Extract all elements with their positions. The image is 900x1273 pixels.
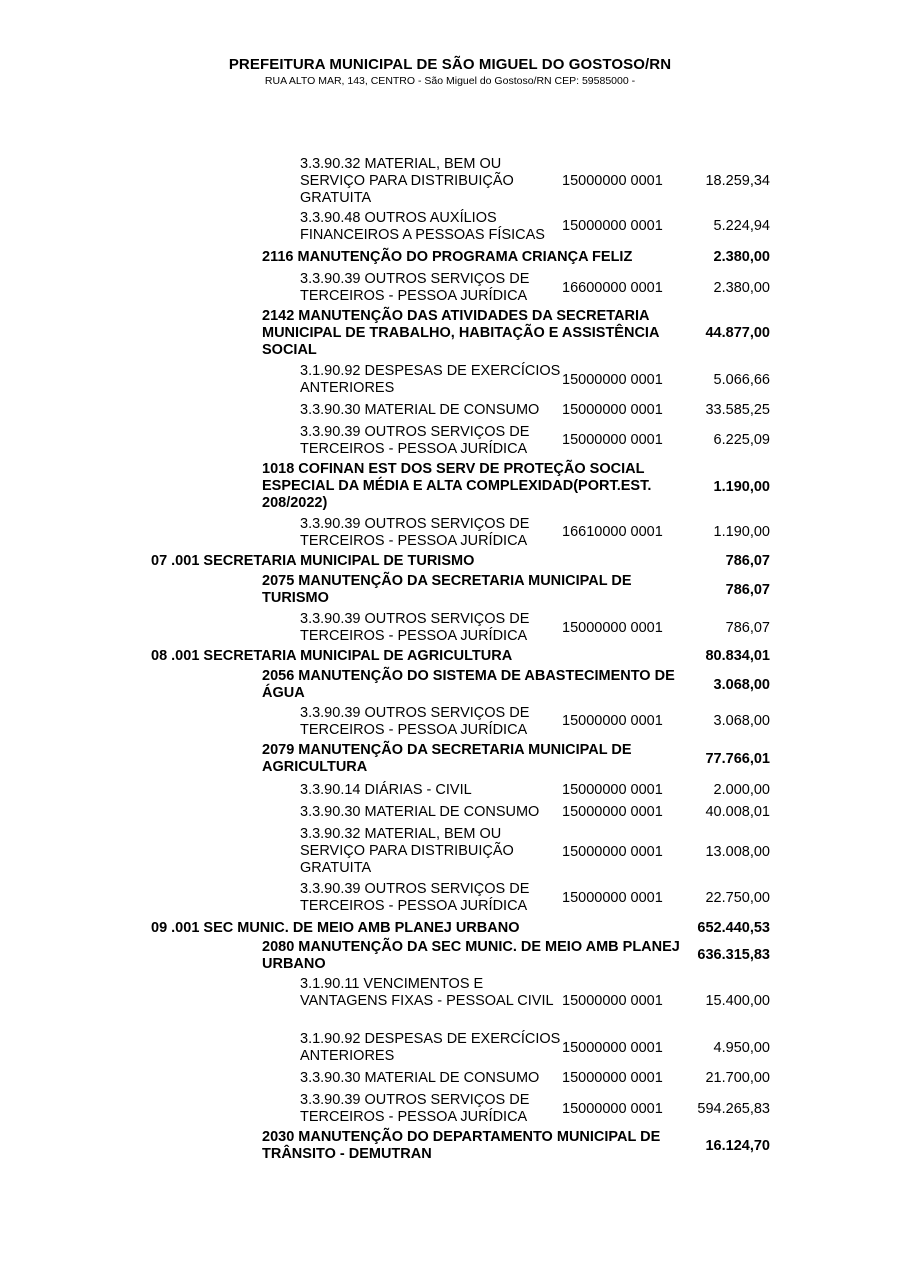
row-amount: 786,07 [725,553,770,569]
row-source: 15000000 0001 [562,844,663,860]
budget-row [0,976,900,1027]
row-source: 15000000 0001 [562,804,663,820]
row-amount: 3.068,00 [713,713,770,729]
budget-row [0,742,900,776]
row-description: 3.3.90.30 MATERIAL DE CONSUMO [300,402,540,418]
row-description: 2030 MANUTENÇÃO DO DEPARTAMENTO MUNICIPAL DE TRÂNSITO - DEMUTRAN [262,1129,661,1162]
row-amount: 21.700,00 [705,1070,770,1086]
row-description: 1018 COFINAN EST DOS SERV DE PROTEÇÃO SOCIAL ESPECIAL DA MÉDIA E ALTA COMPLEXIDAD(PORT.EST. 208/2022) [262,461,652,511]
row-amount: 2.380,00 [713,280,770,296]
budget-row [0,210,900,244]
row-description: 3.1.90.92 DESPESAS DE EXERCÍCIOS ANTERIORES [300,1031,561,1064]
row-description: 3.3.90.30 MATERIAL DE CONSUMO [300,804,540,820]
row-amount: 2.380,00 [713,249,770,265]
budget-row [0,1070,900,1087]
budget-row [0,804,900,821]
row-description: 08 .001 SECRETARIA MUNICIPAL DE AGRICULTURA [151,648,513,664]
budget-row [0,156,900,207]
row-source: 15000000 0001 [562,890,663,906]
row-amount: 786,07 [725,582,770,598]
row-description: 3.3.90.39 OUTROS SERVIÇOS DE TERCEIROS - PESSOA JURÍDICA [300,516,530,549]
row-amount: 786,07 [725,620,770,636]
row-amount: 22.750,00 [705,890,770,906]
row-amount: 594.265,83 [697,1101,770,1117]
row-description: 3.3.90.32 MATERIAL, BEM OU SERVIÇO PARA DISTRIBUIÇÃO GRATUITA [300,156,514,206]
budget-row [0,1129,900,1163]
row-source: 15000000 0001 [562,1040,663,1056]
row-amount: 13.008,00 [705,844,770,860]
budget-row [0,308,900,359]
row-amount: 4.950,00 [713,1040,770,1056]
row-description: 3.1.90.11 VENCIMENTOS E VANTAGENS FIXAS - PESSOAL CIVIL [300,976,554,1009]
row-description: 3.3.90.39 OUTROS SERVIÇOS DE TERCEIROS - PESSOA JURÍDICA [300,705,530,738]
row-description: 3.3.90.39 OUTROS SERVIÇOS DE TERCEIROS - PESSOA JURÍDICA [300,881,530,914]
row-source: 15000000 0001 [562,1101,663,1117]
row-source: 16600000 0001 [562,280,663,296]
budget-row [0,249,900,266]
row-amount: 1.190,00 [713,479,770,495]
row-description: 3.3.90.39 OUTROS SERVIÇOS DE TERCEIROS - PESSOA JURÍDICA [300,271,530,304]
row-source: 15000000 0001 [562,432,663,448]
budget-row [0,668,900,702]
row-amount: 636.315,83 [697,947,770,963]
row-source: 15000000 0001 [562,173,663,189]
budget-row [0,920,900,937]
row-amount: 18.259,34 [705,173,770,189]
budget-row [0,881,900,915]
row-description: 09 .001 SEC MUNIC. DE MEIO AMB PLANEJ URBANO [151,920,520,936]
budget-row [0,516,900,550]
row-amount: 2.000,00 [713,782,770,798]
row-amount: 5.224,94 [713,218,770,234]
row-source: 15000000 0001 [562,713,663,729]
budget-row [0,648,900,665]
row-description: 2079 MANUTENÇÃO DA SECRETARIA MUNICIPAL DE AGRICULTURA [262,742,632,775]
row-source: 15000000 0001 [562,782,663,798]
row-amount: 6.225,09 [713,432,770,448]
row-description: 2075 MANUTENÇÃO DA SECRETARIA MUNICIPAL DE TURISMO [262,573,632,606]
row-amount: 5.066,66 [713,372,770,388]
budget-row [0,553,900,570]
row-description: 3.3.90.32 MATERIAL, BEM OU SERVIÇO PARA DISTRIBUIÇÃO GRATUITA [300,826,514,876]
row-description: 2056 MANUTENÇÃO DO SISTEMA DE ABASTECIMENTO DE ÁGUA [262,668,675,701]
budget-row [0,939,900,973]
row-description: 3.3.90.48 OUTROS AUXÍLIOS FINANCEIROS A PESSOAS FÍSICAS [300,210,545,243]
row-source: 15000000 0001 [562,218,663,234]
row-amount: 80.834,01 [705,648,770,664]
page-title: PREFEITURA MUNICIPAL DE SÃO MIGUEL DO GOSTOSO/RN [228,56,672,73]
row-source: 16610000 0001 [562,524,663,540]
budget-row [0,402,900,419]
budget-row [0,611,900,645]
row-amount: 1.190,00 [713,524,770,540]
budget-row [0,363,900,397]
row-amount: 15.400,00 [705,993,770,1009]
row-source: 15000000 0001 [562,993,663,1009]
row-amount: 652.440,53 [697,920,770,936]
budget-row [0,573,900,607]
row-amount: 40.008,01 [705,804,770,820]
budget-row [0,424,900,458]
row-description: 3.3.90.39 OUTROS SERVIÇOS DE TERCEIROS - PESSOA JURÍDICA [300,611,530,644]
row-description: 3.1.90.92 DESPESAS DE EXERCÍCIOS ANTERIORES [300,363,561,396]
row-description: 3.3.90.39 OUTROS SERVIÇOS DE TERCEIROS - PESSOA JURÍDICA [300,1092,530,1125]
row-source: 15000000 0001 [562,372,663,388]
row-description: 2142 MANUTENÇÃO DAS ATIVIDADES DA SECRETARIA MUNICIPAL DE TRABALHO, HABITAÇÃO E ASSISTÊNCIA SOCIAL [262,308,659,358]
row-amount: 3.068,00 [713,677,770,693]
budget-row [0,271,900,305]
row-description: 3.3.90.14 DIÁRIAS - CIVIL [300,782,472,798]
budget-row [0,1031,900,1065]
budget-row [0,705,900,739]
row-amount: 16.124,70 [705,1138,770,1154]
row-description: 2116 MANUTENÇÃO DO PROGRAMA CRIANÇA FELIZ [262,249,633,265]
budget-row [0,461,900,512]
row-description: 3.3.90.39 OUTROS SERVIÇOS DE TERCEIROS - PESSOA JURÍDICA [300,424,530,457]
row-source: 15000000 0001 [562,620,663,636]
row-description: 2080 MANUTENÇÃO DA SEC MUNIC. DE MEIO AMB PLANEJ URBANO [262,939,680,972]
row-description: 3.3.90.30 MATERIAL DE CONSUMO [300,1070,540,1086]
page-address: RUA ALTO MAR, 143, CENTRO - São Miguel do Gostoso/RN CEP: 59585000 - [264,75,636,87]
row-source: 15000000 0001 [562,1070,663,1086]
budget-row [0,782,900,799]
row-source: 15000000 0001 [562,402,663,418]
budget-row [0,826,900,877]
budget-row [0,1092,900,1126]
row-amount: 33.585,25 [705,402,770,418]
row-amount: 44.877,00 [705,325,770,341]
row-amount: 77.766,01 [705,751,770,767]
row-description: 07 .001 SECRETARIA MUNICIPAL DE TURISMO [151,553,475,569]
